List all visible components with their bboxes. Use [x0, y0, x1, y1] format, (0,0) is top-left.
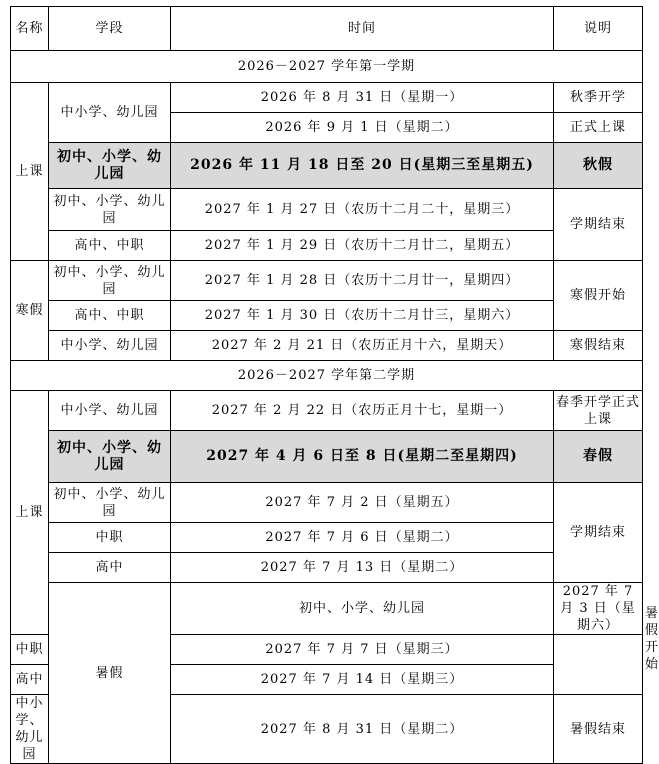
term2-title-row: [11, 361, 643, 391]
section-cell: 中小学、幼儿园: [49, 391, 171, 431]
section-cell: 中职: [11, 635, 49, 665]
section-cell: 高中、中职: [49, 231, 171, 261]
header-row: [11, 7, 643, 51]
time-cell: 2027 年 7 月 3 日（星期六）: [554, 583, 643, 635]
time-cell: 2027 年 7 月 2 日（星期五）: [171, 483, 554, 523]
time-cell: 2026 年 11 月 18 日至 20 日(星期三至星期五): [171, 143, 554, 189]
table-row: [11, 231, 643, 261]
time-cell: 2027 年 1 月 29 日（农历十二月廿二，星期五）: [171, 231, 554, 261]
table-row: [11, 301, 643, 331]
spring-break-row: [11, 431, 643, 483]
time-cell: 2027 年 7 月 6 日（星期二）: [171, 523, 554, 553]
section-cell: 初中、小学、幼儿园: [49, 261, 171, 301]
header-name: 名称: [11, 7, 49, 51]
section-cell: 中小学、幼儿园: [49, 83, 171, 143]
term2-class-label: 上课: [11, 391, 49, 635]
section-cell: 高中: [49, 553, 171, 583]
time-cell: 2027 年 4 月 6 日至 8 日(星期二至星期四): [171, 431, 554, 483]
table-row: [11, 391, 643, 431]
section-cell: 初中、小学、幼儿园: [49, 189, 171, 231]
time-cell: 2027 年 2 月 21 日（农历正月十六，星期天）: [171, 331, 554, 361]
time-cell: 2027 年 1 月 27 日（农历十二月二十，星期三）: [171, 189, 554, 231]
school-calendar-table: [10, 6, 659, 764]
time-cell: 2027 年 1 月 28 日（农历十二月廿一，星期四）: [171, 261, 554, 301]
term1-title-row: [11, 51, 643, 83]
header-note: 说明: [554, 7, 643, 51]
time-cell: 2026 年 9 月 1 日（星期二）: [171, 113, 554, 143]
autumn-break-row: [11, 143, 643, 189]
table-row: [11, 483, 643, 523]
term1-title: 2026－2027 学年第一学期: [11, 51, 643, 83]
table-row: [11, 261, 643, 301]
note-cell: 学期结束: [554, 189, 643, 261]
table-row: [11, 523, 643, 553]
section-cell: 高中、中职: [49, 301, 171, 331]
table-row: 暑假 初中、小学、幼儿园 2027 年 7 月 3 日（星期六） 暑假开始: [11, 583, 643, 635]
header-section: 学段: [49, 7, 171, 51]
term1-class-label: 上课: [11, 83, 49, 261]
header-time: 时间: [171, 7, 554, 51]
table-row: [11, 553, 643, 583]
time-cell: 2027 年 7 月 14 日（星期三）: [171, 665, 554, 695]
section-cell: 高中: [11, 665, 49, 695]
section-cell: 初中、小学、幼儿园: [171, 583, 554, 635]
time-cell: 2027 年 2 月 22 日（农历正月十七，星期一）: [171, 391, 554, 431]
table-row: [11, 189, 643, 231]
time-cell: 2027 年 8 月 31 日（星期二）: [171, 695, 554, 764]
time-cell: 2027 年 7 月 13 日（星期二）: [171, 553, 554, 583]
section-cell: 初中、小学、幼儿园: [49, 431, 171, 483]
note-cell: 寒假开始: [554, 261, 643, 331]
note-cell: 暑假结束: [554, 695, 643, 764]
section-cell: 中小学、幼儿园: [11, 695, 49, 764]
note-cell: 春季开学正式上课: [554, 391, 643, 431]
term1-winter-label: 寒假: [11, 261, 49, 361]
term2-title: 2026－2027 学年第二学期: [11, 361, 643, 391]
note-cell: 秋假: [554, 143, 643, 189]
note-cell: 正式上课: [554, 113, 643, 143]
time-cell: 2027 年 7 月 7 日（星期三）: [171, 635, 554, 665]
note-cell: 春假: [554, 431, 643, 483]
section-cell: 中职: [49, 523, 171, 553]
note-cell: 寒假结束: [554, 331, 643, 361]
time-cell: 2026 年 8 月 31 日（星期一）: [171, 83, 554, 113]
note-cell: 学期结束: [554, 483, 643, 583]
note-cell: 秋季开学: [554, 83, 643, 113]
table-row: [11, 331, 643, 361]
section-cell: 中小学、幼儿园: [49, 331, 171, 361]
table-row: [11, 83, 643, 113]
section-cell: 初中、小学、幼儿园: [49, 483, 171, 523]
time-cell: 2027 年 1 月 30 日（农历十二月廿三，星期六）: [171, 301, 554, 331]
term2-summer-label: 暑假: [49, 583, 171, 764]
section-cell: 初中、小学、幼儿园: [49, 143, 171, 189]
